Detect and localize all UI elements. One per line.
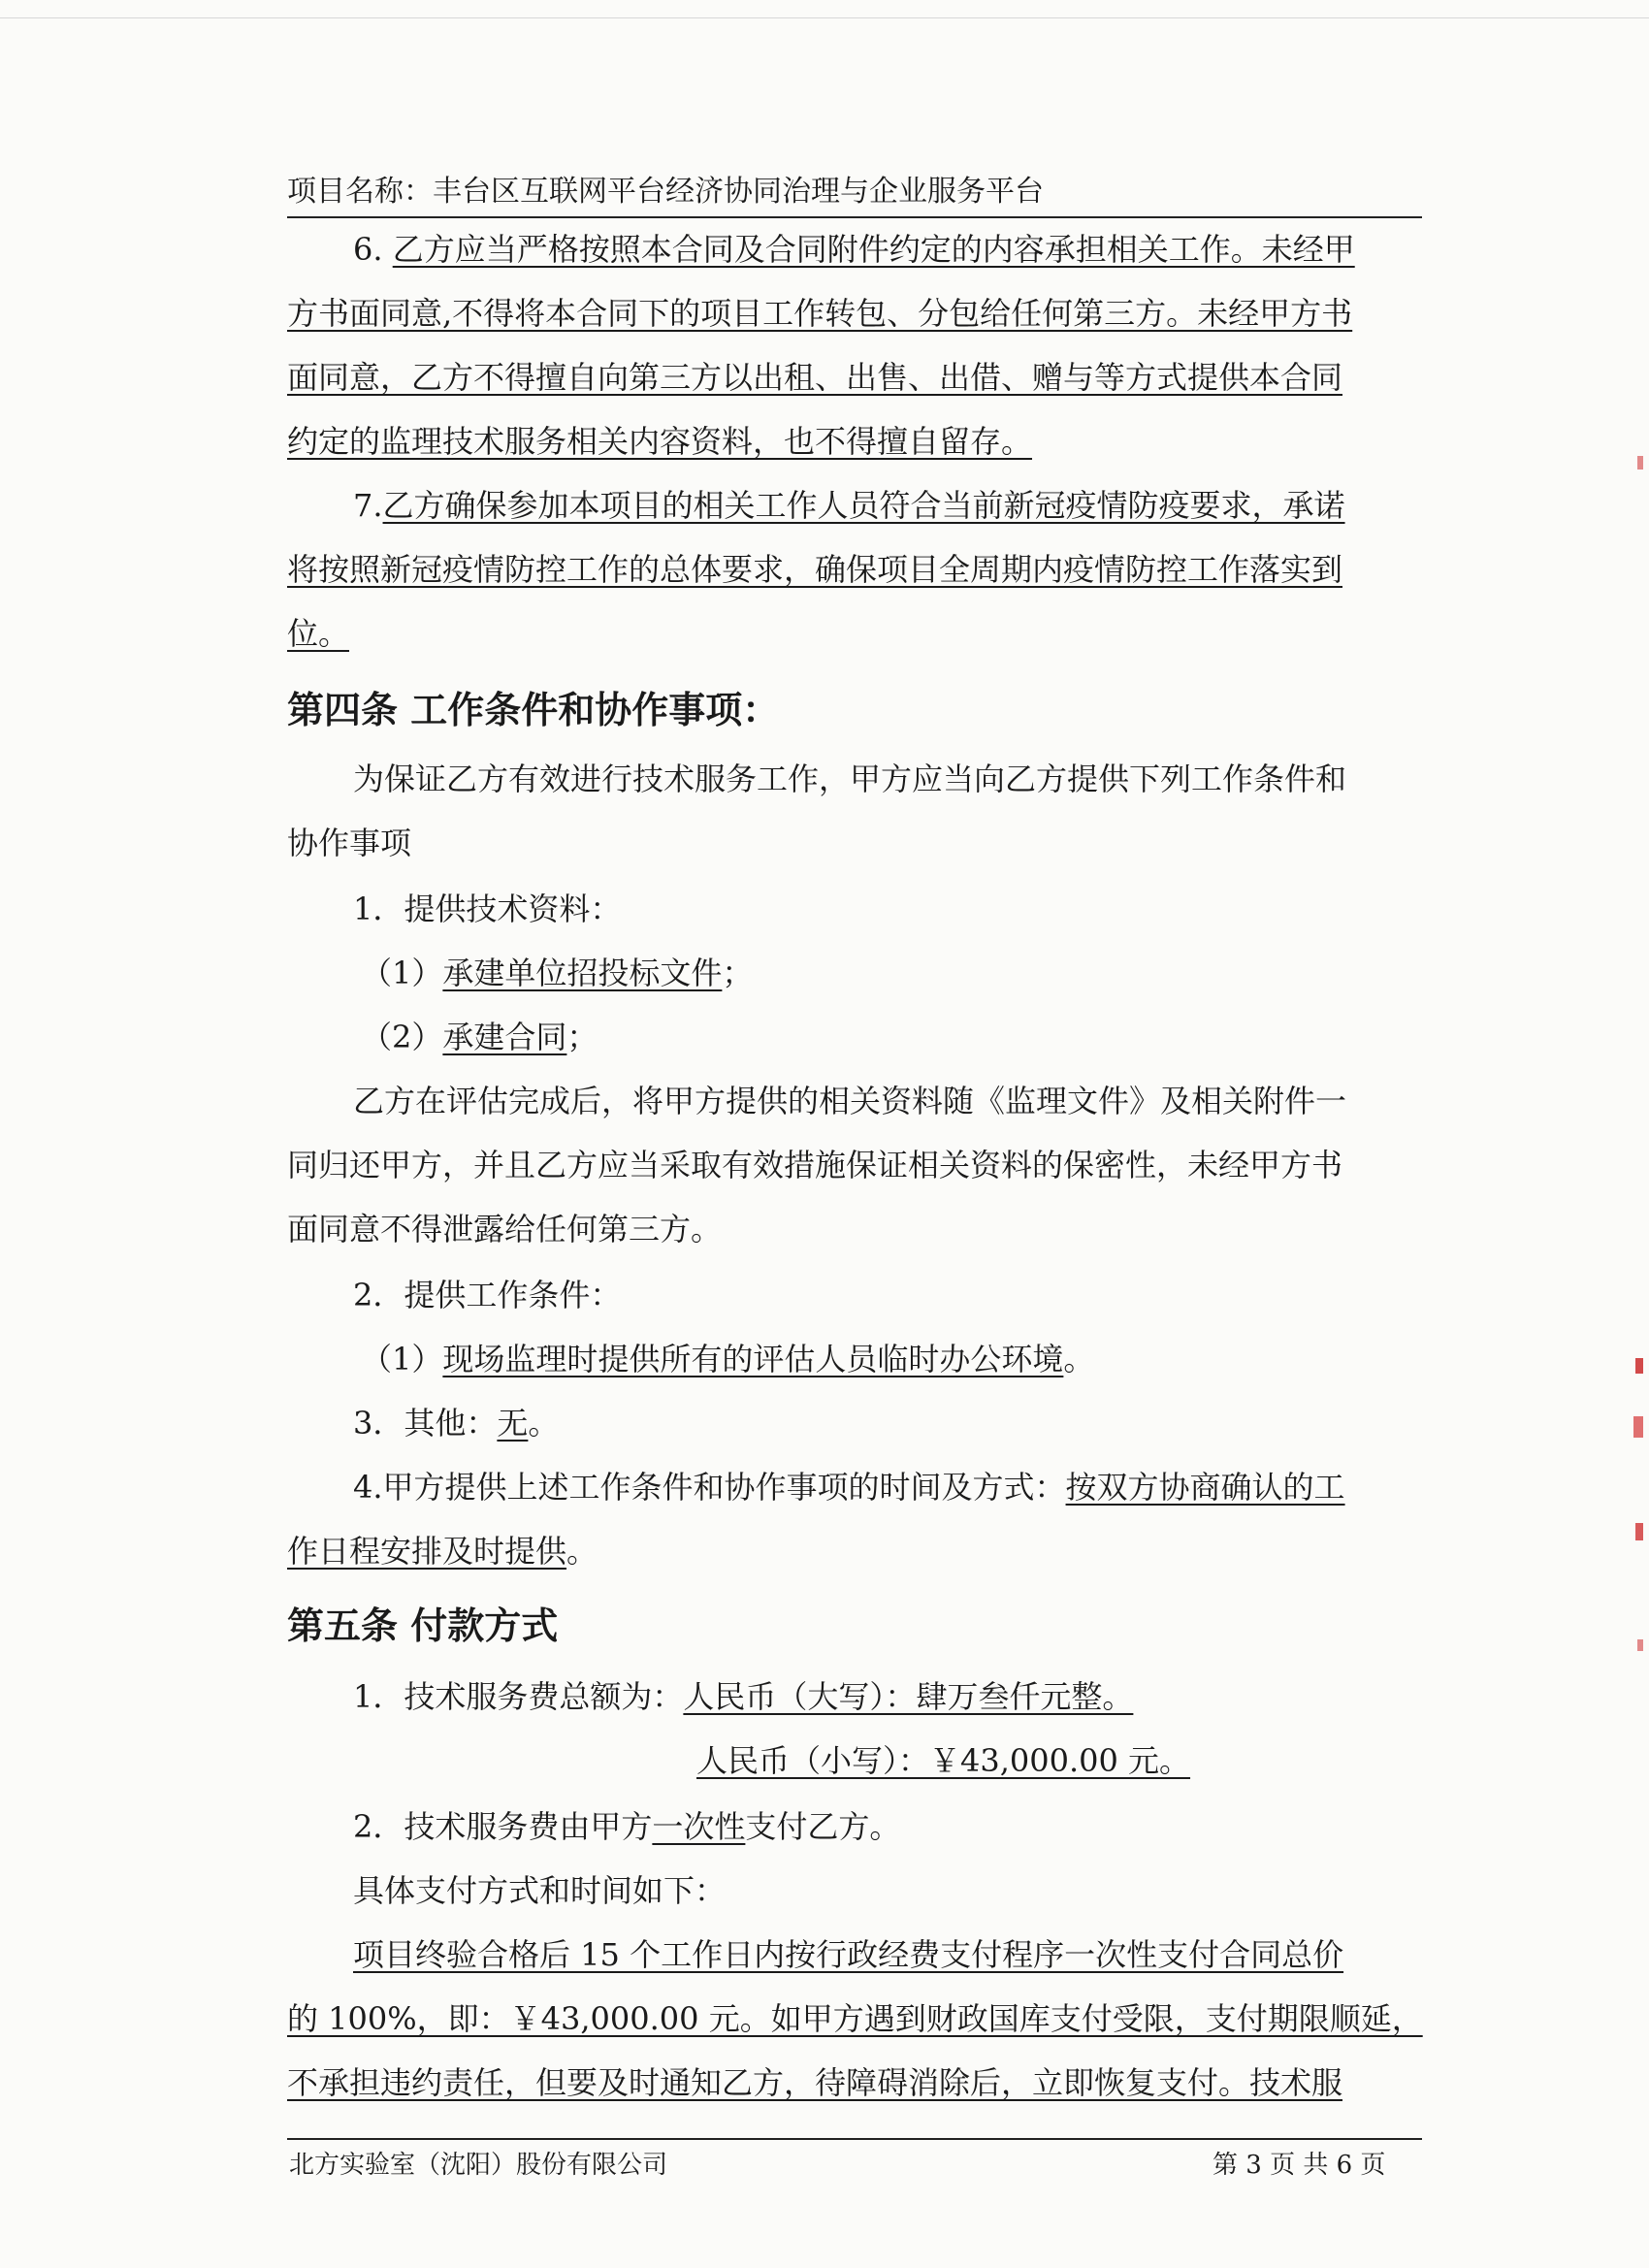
item6-line2: 方书面同意,不得将本合同下的项目工作转包、分包给任何第三方。未经甲方书 <box>287 295 1353 332</box>
amount-lower: 人民币（小写）：￥43,000.00 元。 <box>696 1742 1191 1779</box>
sub-end: ； <box>566 1019 598 1055</box>
article5-heading: 第五条 付款方式 <box>287 1604 559 1647</box>
item4-value: 按双方协商确认的工 <box>1065 1469 1345 1506</box>
article4-item2-sub1 <box>361 1327 1094 1391</box>
scan-edge-line <box>0 17 1649 18</box>
item3-label: 3．其他： <box>353 1405 498 1442</box>
article4-return-line2: 同归还甲方，并且乙方应当采取有效措施保证相关资料的保密性，未经甲方书 <box>287 1147 1343 1183</box>
page-header-project-name: 项目名称：丰台区互联网平台经济协同治理与企业服务平台 <box>287 175 1044 209</box>
item7-line1 <box>353 473 1345 537</box>
article4-intro-line2: 协作事项 <box>287 825 412 861</box>
item6-line1 <box>353 217 1355 281</box>
article4-item1-label: 1．提供技术资料： <box>353 891 622 927</box>
article5-detail-line3: 不承担违约责任，但要及时通知乙方，待障碍消除后，立即恢复支付。技术服 <box>287 2064 1343 2101</box>
sub-text: 承建单位招投标文件 <box>442 955 723 991</box>
item7-number: 7. <box>353 487 383 524</box>
item1-label: 1．技术服务费总额为： <box>353 1678 684 1715</box>
item7-line3: 位。 <box>287 615 350 652</box>
item3-value: 无 <box>497 1405 529 1442</box>
article5-detail-line2: 的 100%，即：￥43,000.00 元。如甲方遇到财政国库支付受限，支付期限顺延， <box>287 2000 1423 2037</box>
item2-suffix: 支付乙方。 <box>745 1808 901 1845</box>
article4-item3 <box>353 1391 559 1455</box>
item2-prefix: 2．技术服务费由甲方 <box>353 1808 653 1845</box>
footer-page-number: 第 3 页 共 6 页 <box>1212 2151 1386 2180</box>
item7-text: 乙方确保参加本项目的相关工作人员符合当前新冠疫情防疫要求，承诺 <box>382 487 1345 524</box>
article4-intro-line1: 为保证乙方有效进行技术服务工作，甲方应当向乙方提供下列工作条件和 <box>353 761 1347 797</box>
item3-end: 。 <box>528 1405 560 1442</box>
article5-item2 <box>353 1795 900 1859</box>
article4-return-line3: 面同意不得泄露给任何第三方。 <box>287 1211 723 1247</box>
footer-company: 北方实验室（沈阳）股份有限公司 <box>289 2151 668 2180</box>
footer-rule <box>287 2138 1422 2140</box>
article4-item4-line2 <box>287 1519 598 1583</box>
article4-heading: 第四条 工作条件和协作事项： <box>287 689 780 731</box>
article4-return-line1: 乙方在评估完成后，将甲方提供的相关资料随《监理文件》及相关附件一 <box>353 1083 1347 1119</box>
article5-detail-intro: 具体支付方式和时间如下： <box>353 1872 727 1909</box>
article4-item1-sub2 <box>361 1005 598 1069</box>
item4-value-cont: 作日程安排及时提供 <box>287 1533 567 1570</box>
item7-line2: 将按照新冠疫情防控工作的总体要求，确保项目全周期内疫情防控工作落实到 <box>287 551 1343 588</box>
item4-end: 。 <box>566 1533 598 1570</box>
item6-line4: 约定的监理技术服务相关内容资料，也不得擅自留存。 <box>287 423 1033 460</box>
item4-label: 4.甲方提供上述工作条件和协作事项的时间及方式： <box>353 1469 1066 1506</box>
sub-end: 。 <box>1063 1341 1095 1377</box>
article5-detail-line1: 项目终验合格后 15 个工作日内按行政经费支付程序一次性支付合同总价 <box>353 1936 1344 1973</box>
article4-item4-line1 <box>353 1455 1345 1519</box>
amount-upper: 人民币（大写）：肆万叁仟元整。 <box>683 1678 1134 1715</box>
article5-item1 <box>353 1665 1133 1729</box>
item2-value: 一次性 <box>652 1808 746 1845</box>
sub-end: ； <box>722 955 754 991</box>
sub-text: 承建合同 <box>442 1019 567 1055</box>
item6-text: 乙方应当严格按照本合同及合同附件约定的内容承担相关工作。未经甲 <box>392 231 1355 268</box>
article4-item1-sub1 <box>361 941 753 1005</box>
sub-number: （1） <box>361 1341 443 1377</box>
article4-item2-label: 2．提供工作条件： <box>353 1277 622 1313</box>
item6-number: 6. <box>353 231 383 268</box>
sub-number: （1） <box>361 955 443 991</box>
item6-line3: 面同意，乙方不得擅自向第三方以出租、出售、出借、赠与等方式提供本合同 <box>287 359 1343 396</box>
sub-text: 现场监理时提供所有的评估人员临时办公环境 <box>442 1341 1064 1377</box>
seal-fragment-marks <box>1620 427 1649 1688</box>
sub-number: （2） <box>361 1019 443 1055</box>
